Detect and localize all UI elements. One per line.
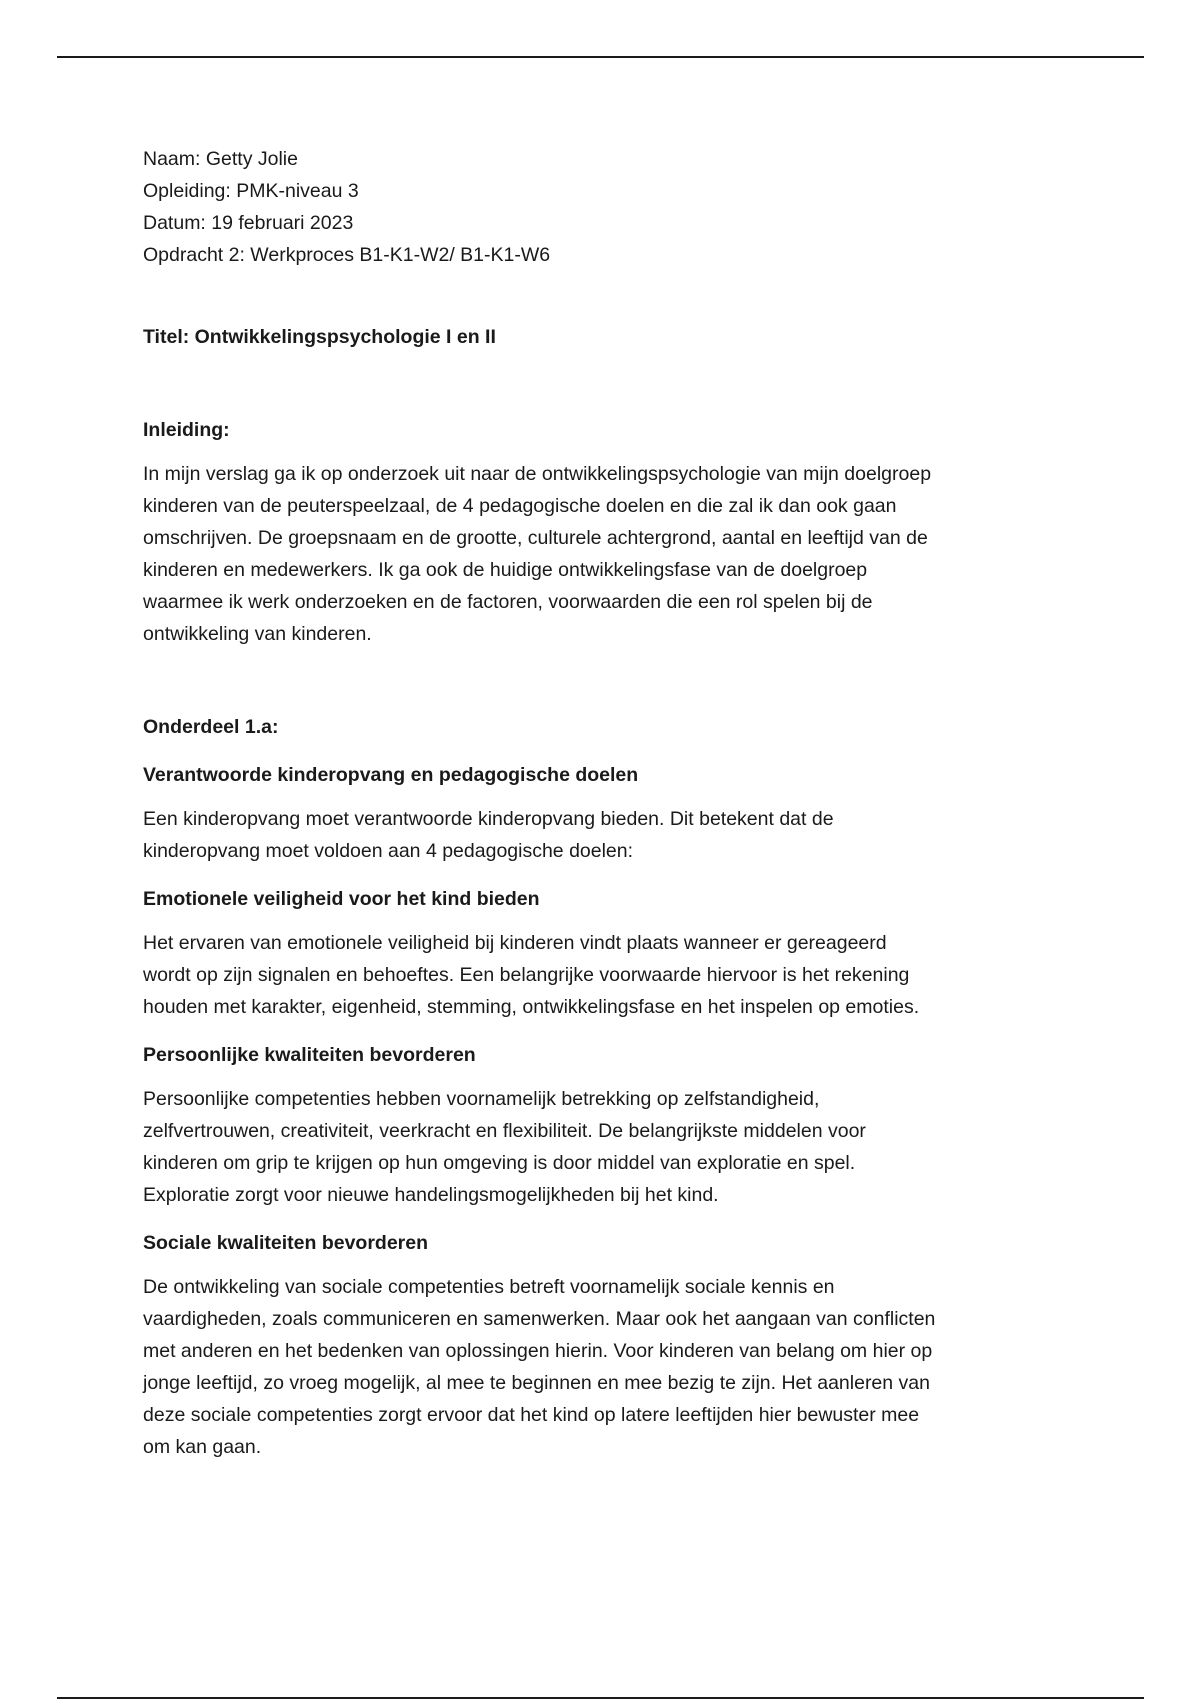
paragraph-line: ontwikkeling van kinderen. <box>143 623 372 645</box>
paragraph-line: wordt op zijn signalen en behoeftes. Een belangrijke voorwaarde hiervoor is het rekening <box>143 964 910 986</box>
section-heading-persoonlijke-kwaliteiten: Persoonlijke kwaliteiten bevorderen <box>143 1044 476 1066</box>
inleiding-heading: Inleiding: <box>143 419 230 441</box>
section-paragraph-persoonlijke-kwaliteiten <box>143 1083 1073 1211</box>
paragraph-line: Persoonlijke competenties hebben voornamelijk betrekking op zelfstandigheid, <box>143 1088 820 1110</box>
paragraph-line: met anderen en het bedenken van oplossingen hierin. Voor kinderen van belang om hier op <box>143 1340 933 1362</box>
section-heading-emotionele-veiligheid: Emotionele veiligheid voor het kind bieden <box>143 888 540 910</box>
onderdeel-intro-paragraph <box>143 803 1073 867</box>
paragraph-line: waarmee ik werk onderzoeken en de factoren, voorwaarden die een rol spelen bij de <box>143 591 873 613</box>
header-opdracht: Opdracht 2: Werkproces B1-K1-W2/ B1-K1-W6 <box>143 244 551 266</box>
paragraph-line: zelfvertrouwen, creativiteit, veerkracht en flexibiliteit. De belangrijkste middelen voor <box>143 1120 866 1142</box>
paragraph-line: Het ervaren van emotionele veiligheid bij kinderen vindt plaats wanneer er gereageerd <box>143 932 887 954</box>
paragraph-line: kinderen en medewerkers. Ik ga ook de huidige ontwikkelingsfase van de doelgroep <box>143 559 868 581</box>
document-body <box>143 143 1073 1463</box>
document-header <box>143 143 1073 271</box>
top-rule <box>57 56 1144 58</box>
paragraph-line: houden met karakter, eigenheid, stemming, ontwikkelingsfase en het inspelen op emoties. <box>143 996 920 1018</box>
onderdeel-subheading: Verantwoorde kinderopvang en pedagogische doelen <box>143 764 639 786</box>
paragraph-line: deze sociale competenties zorgt ervoor dat het kind op latere leeftijden hier bewuster mee <box>143 1404 920 1426</box>
paragraph-line: kinderen van de peuterspeelzaal, de 4 pedagogische doelen en die zal ik dan ook gaan <box>143 495 897 517</box>
header-naam: Naam: Getty Jolie <box>143 148 298 170</box>
section-heading-sociale-kwaliteiten: Sociale kwaliteiten bevorderen <box>143 1232 429 1254</box>
paragraph-line: kinderen om grip te krijgen op hun omgeving is door middel van exploratie en spel. <box>143 1152 856 1174</box>
paragraph-line: In mijn verslag ga ik op onderzoek uit naar de ontwikkelingspsychologie van mijn doelgroep <box>143 463 932 485</box>
inleiding-paragraph <box>143 458 1073 650</box>
header-datum: Datum: 19 februari 2023 <box>143 212 354 234</box>
paragraph-line: kinderopvang moet voldoen aan 4 pedagogische doelen: <box>143 840 634 862</box>
paragraph-line: Een kinderopvang moet verantwoorde kinderopvang bieden. Dit betekent dat de <box>143 808 834 830</box>
paragraph-line: om kan gaan. <box>143 1436 262 1458</box>
paragraph-line: omschrijven. De groepsnaam en de grootte, culturele achtergrond, aantal en leeftijd van de <box>143 527 928 549</box>
paragraph-line: jonge leeftijd, zo vroeg mogelijk, al mee te beginnen en mee bezig te zijn. Het aanleren van <box>143 1372 930 1394</box>
section-paragraph-emotionele-veiligheid <box>143 927 1073 1023</box>
document-title: Titel: Ontwikkelingspsychologie I en II <box>143 326 496 348</box>
onderdeel-heading: Onderdeel 1.a: <box>143 716 279 738</box>
paragraph-line: vaardigheden, zoals communiceren en samenwerken. Maar ook het aangaan van conflicten <box>143 1308 936 1330</box>
paragraph-line: Exploratie zorgt voor nieuwe handelingsmogelijkheden bij het kind. <box>143 1184 719 1206</box>
header-opleiding: Opleiding: PMK-niveau 3 <box>143 180 359 202</box>
paragraph-line: De ontwikkeling van sociale competenties betreft voornamelijk sociale kennis en <box>143 1276 835 1298</box>
bottom-rule <box>57 1697 1144 1699</box>
section-paragraph-sociale-kwaliteiten <box>143 1271 1073 1463</box>
